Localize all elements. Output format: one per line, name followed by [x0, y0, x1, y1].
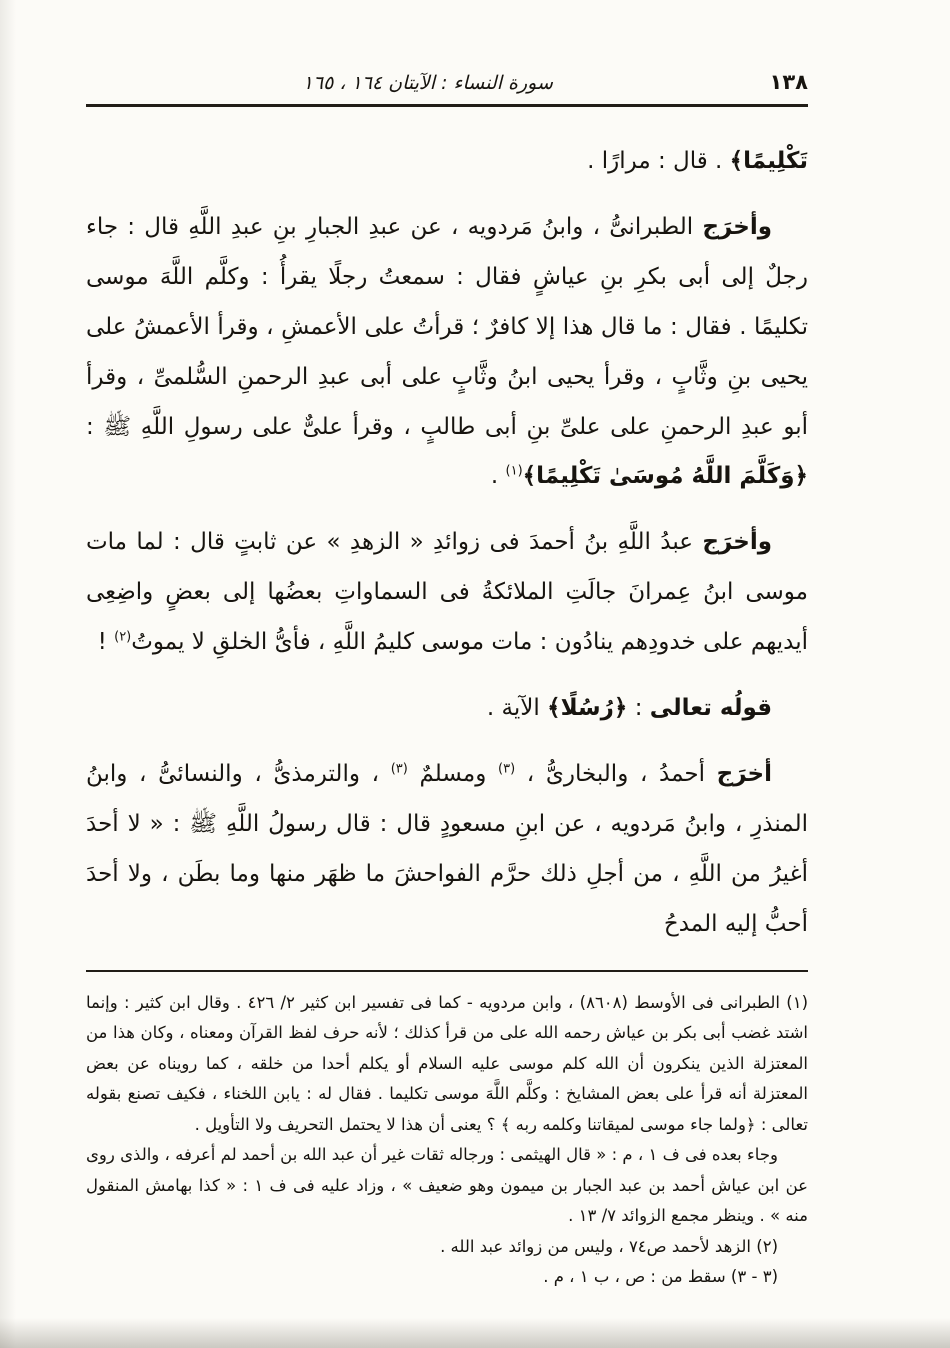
- quran-quote: ﴿رُسُلًا﴾: [547, 695, 628, 722]
- footnote-marker-3a: (٣): [498, 761, 516, 777]
- page-header: [86, 70, 808, 94]
- paragraph-verse-heading: [86, 684, 808, 734]
- narration-text: !: [97, 629, 115, 656]
- paragraph-lead: أخرَج: [716, 760, 773, 787]
- narration-text: ، والترمذىُّ ، والنسائىُّ ، وابنُ المنذرِ ، وابنُ مَردويه ، عن ابنِ مسعودٍ قال : قال رسولُ اللَّهِ ﷺ : « لا أحدَ أغيرُ من اللَّهِ ، من أجلِ ذلك حرَّم الفواحشَ ما ظهَر منها وما بطَن ، ولا أحدَ أحبُّ إليه المدحُ: [86, 760, 808, 937]
- paragraph-continuation: [86, 137, 808, 187]
- narration-text: الآية .: [486, 695, 548, 722]
- footnote-marker-1: (١): [505, 463, 523, 479]
- narration-text: عبدُ اللَّهِ بنُ أحمدَ فى زوائدِ « الزهدِ » عن ثابتٍ قال : لما مات موسى ابنُ عِمرانَ جالَتِ الملائكةُ فى السماواتِ بعضُها إلى بعضٍ واضِعِى أيديهم على خدودِهم ينادُون : مات موسى كليمُ اللَّهِ ، فأىُّ الخلقِ لا يموتُ: [86, 529, 808, 656]
- footnote-3: (٣ - ٣) سقط من : ص ، ب ١ ، م .: [543, 1267, 778, 1287]
- narration-text: :: [627, 695, 650, 722]
- paragraph-lead: وأخرَج: [702, 213, 772, 240]
- narration-text: الطبرانىُّ ، وابنُ مَردويه ، عن عبدِ الجبارِ بنِ عبدِ اللَّهِ قال : جاء رجلٌ إلى أبى بكرِ بنِ عياشٍ فقال : سمعتُ رجلًا يقرأُ : وكلَّم اللَّهَ موسى تكليمًا . فقال : ما قال هذا إلا كافرٌ ؛ قرأتُ على الأعمشِ ، وقرأ الأعمشُ على يحيى بنِ وثَّابٍ ، وقرأ يحيى ابنُ وثَّابٍ على أبى عبدِ الرحمنِ السُّلمىِّ ، وقرأ أبو عبدِ الرحمنِ على علىِّ بنِ أبى طالبٍ ، وقرأ علىٌّ على رسولِ اللَّهِ ﷺ :: [86, 213, 808, 440]
- paragraph-lead: وأخرَج: [702, 529, 772, 556]
- footnote-separator: [86, 970, 808, 972]
- narration-text: . قال : مرارًا .: [587, 148, 730, 174]
- narration-text: .: [490, 463, 506, 490]
- paragraph-tabarani-narration: [86, 203, 808, 502]
- paragraph-zuhd-narration: [86, 518, 808, 668]
- chapter-title: سورة النساء : الآيتان ١٦٤ ، ١٦٥: [302, 72, 553, 94]
- header-rule: [86, 104, 808, 107]
- footnotes: [86, 988, 808, 1293]
- quran-quote: ﴿وَكَلَّمَ اللَّهُ مُوسَىٰ تَكْلِيمًا﴾: [522, 463, 808, 490]
- footnote-1-continuation: وجاء بعده فى ف ١ ، م : « قال الهيثمى : ورجاله ثقات غير أن عبد الله بن أحمد لم أعرفه ، والذى روى عن ابن عياش أحمد بن عبد الجبار بن ميمون وهو ضعيف » ، وزاد عليه فى ف ١ : « كذا بهامش المنقول منه » . وينظر مجمع الزوائد ٧/ ١٣ .: [86, 1145, 808, 1226]
- footnote-2: (٢) الزهد لأحمد ص٧٤ ، وليس من زوائد عبد الله .: [440, 1236, 778, 1256]
- page-number: ١٣٨: [769, 70, 808, 94]
- narration-text: ومسلمٌ: [407, 760, 499, 787]
- quran-quote-end: تَكْلِيمًا﴾: [729, 148, 808, 174]
- footnote-marker-3b: (٣): [390, 761, 408, 777]
- body-text: [86, 137, 808, 950]
- paragraph-ibn-masud-narration: [86, 750, 808, 950]
- verse-heading-lead: قولُه تعالى: [649, 695, 772, 722]
- footnote-1: (١) الطبرانى فى الأوسط (٨٦٠٨) ، وابن مردويه - كما فى تفسير ابن كثير ٢/ ٤٢٦ . وقال ابن كثير : وإنما اشتد غضب أبى بكر بن عياش رحمه الله على من قرأ كذلك ؛ لأنه حرف لفظ القرآن ومعناه ، وكان هذا من المعتزلة الذين ينكرون أن الله كلم موسى عليه السلام أو يكلم أحدا من خلقه ، كما رويناه عن بعض المعتزلة أنه قرأ على بعض المشايخ : وكلَّم اللَّهَ موسى تكليما . فقال له : يابن اللخناء ، فكيف تصنع بقوله تعالى : ﴿ولما جاء موسى لميقاتنا وكلمه ربه ﴾ ؟ يعنى أن هذا لا يحتمل التحريف ولا التأويل .: [86, 992, 809, 1134]
- footnote-marker-2: (٢): [114, 629, 132, 645]
- narration-text: أحمدُ ، والبخارىُّ ،: [515, 760, 717, 787]
